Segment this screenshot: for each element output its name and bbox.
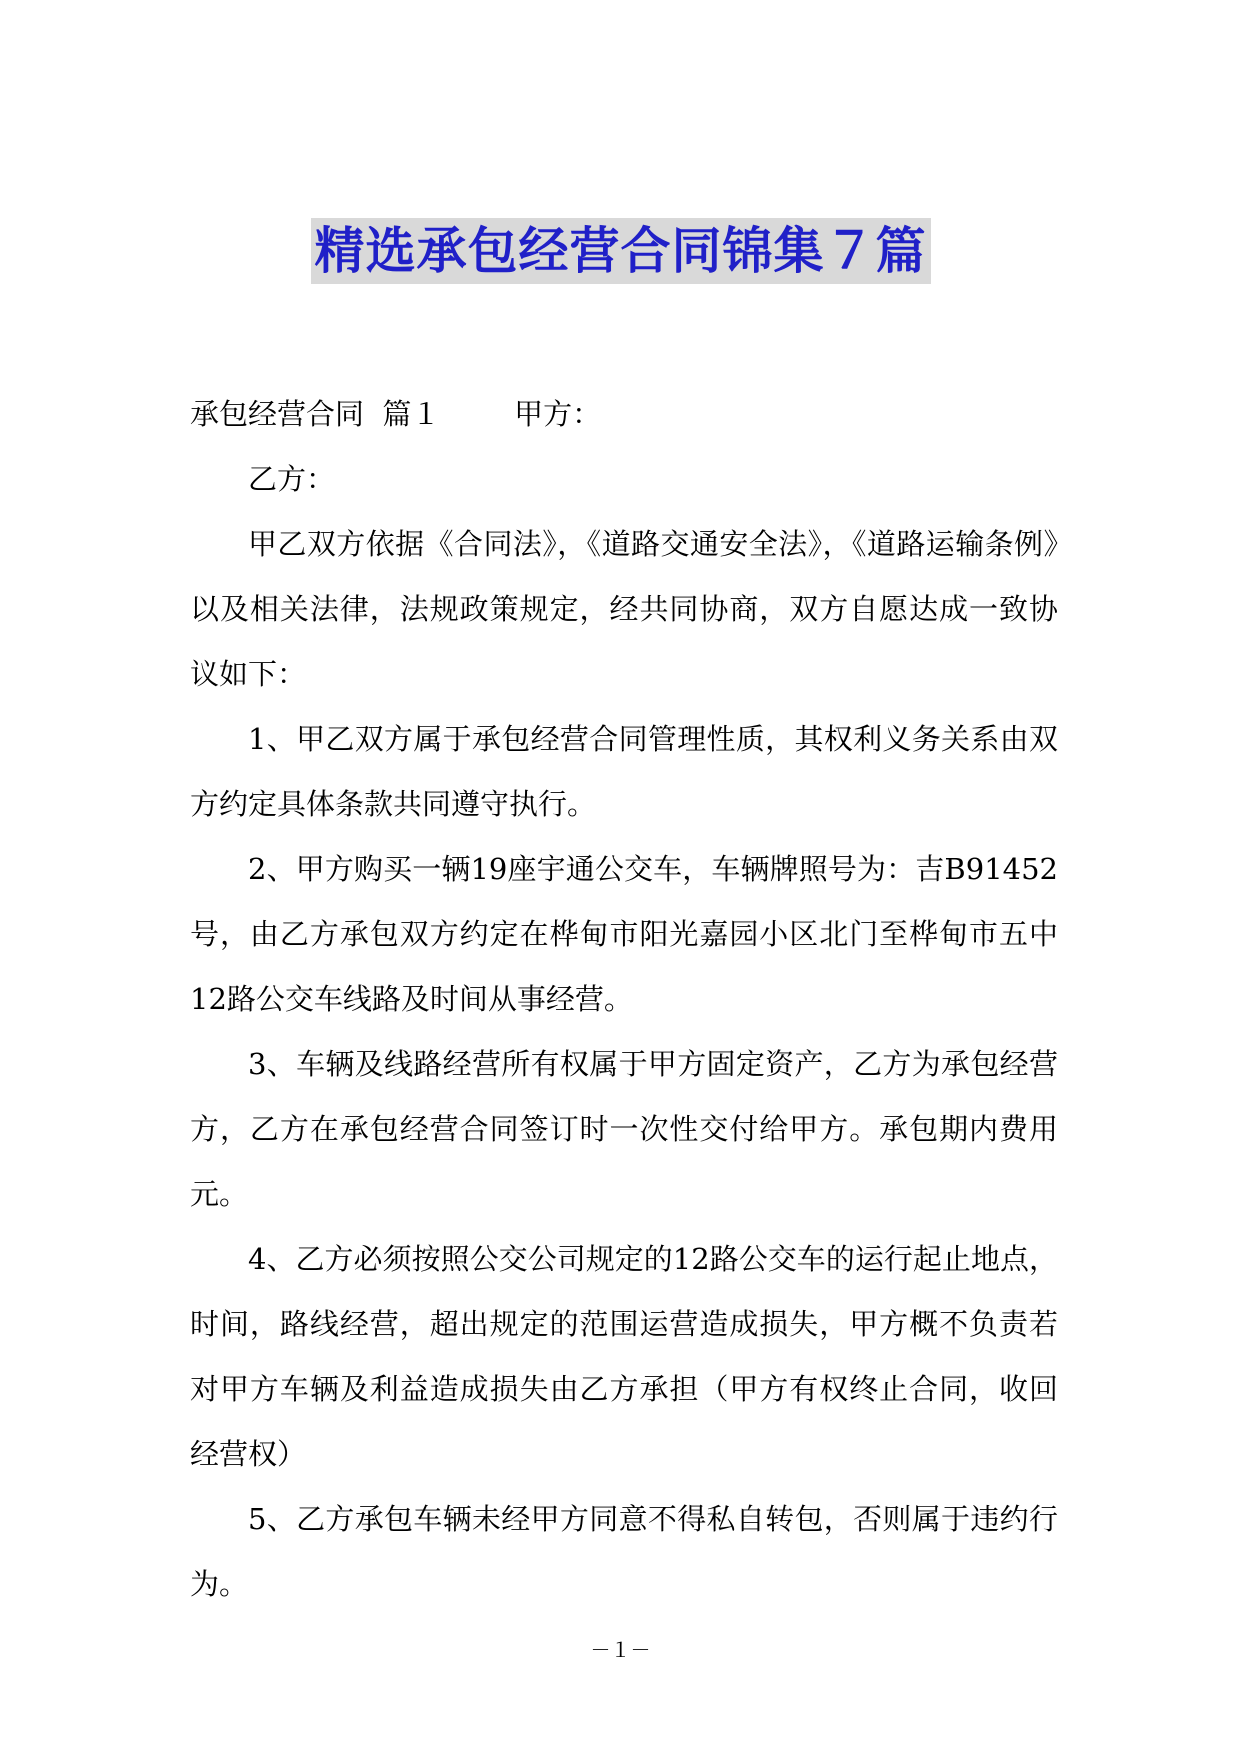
page-number: －１－ (590, 1638, 651, 1662)
paragraph-clause-5: 5、乙方承包车辆未经甲方同意不得私自转包，否则属于违约行为。 (190, 1502, 1058, 1601)
document-title: 精选承包经营合同锦集７篇 (311, 218, 931, 284)
paragraph-clause-2: 2、甲方购买一辆19座宇通公交车，车辆牌照号为：吉B91452号，由乙方承包双方约定在桦甸市阳光嘉园小区北门至桦甸市五中12路公交车线路及时间从事经营。 (190, 852, 1058, 1016)
paragraph-party-b: 乙方： (248, 462, 336, 496)
paragraph-intro: 甲乙双方依据《合同法》，《道路交通安全法》，《道路运输条例》以及相关法律，法规政策规定，经共同协商，双方自愿达成一致协议如下： (190, 527, 1058, 691)
title-container (0, 218, 1241, 284)
paragraph-clause-3: 3、车辆及线路经营所有权属于甲方固定资产，乙方为承包经营方，乙方在承包经营合同签订时一次性交付给甲方。承包期内费用元。 (190, 1047, 1058, 1211)
paragraph-clause-4: 4、乙方必须按照公交公司规定的12路公交车的运行起止地点，时间，路线经营，超出规定的范围运营造成损失，甲方概不负责若对甲方车辆及利益造成损失由乙方承担（甲方有权终止合同，收回经营权） (190, 1242, 1058, 1471)
paragraph-clause-1: 1、甲乙双方属于承包经营合同管理性质，其权利义务关系由双方约定具体条款共同遵守执行。 (190, 722, 1058, 821)
document-body (190, 382, 1058, 1617)
contract-header-line: 承包经营合同 篇１ 甲方： (190, 397, 602, 431)
